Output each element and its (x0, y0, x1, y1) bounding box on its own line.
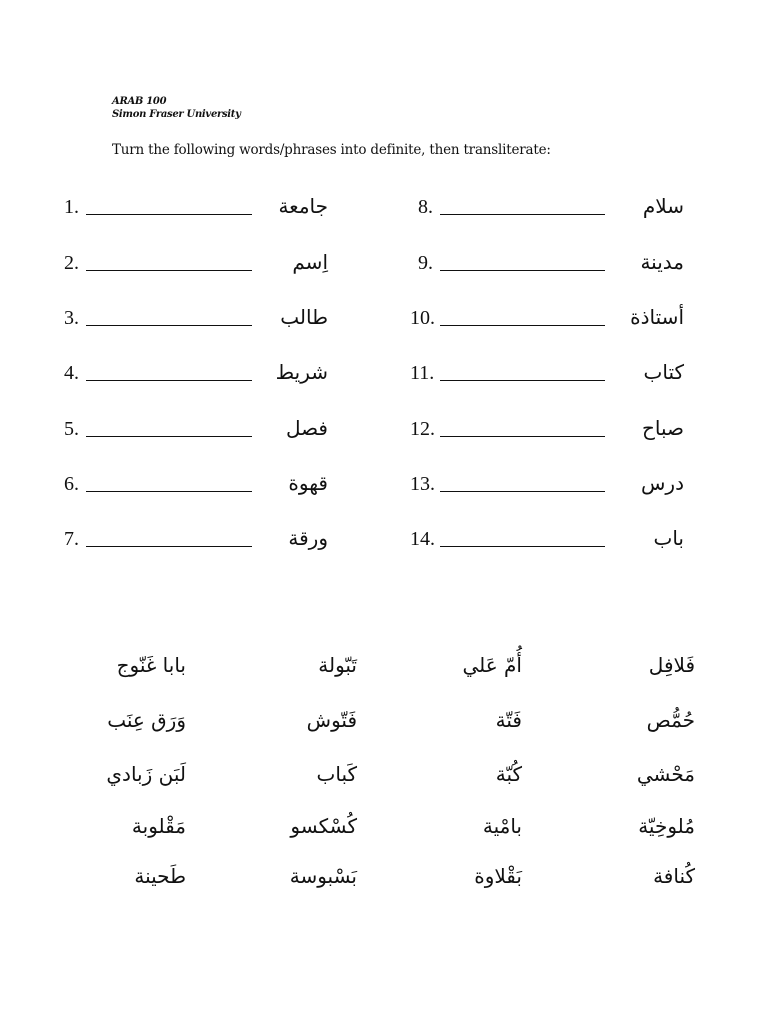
answer-blank[interactable] (440, 436, 605, 437)
dish-word: بَقْلاوة (474, 864, 522, 888)
course-code: ARAB 100 (112, 96, 167, 107)
exercise-number: 6. (64, 473, 79, 495)
answer-blank[interactable] (86, 491, 252, 492)
dish-word: بَسْبوسة (289, 864, 357, 888)
answer-blank[interactable] (440, 325, 605, 326)
exercise-number: 10. (410, 307, 435, 329)
dish-word: مُلوخِيّة (638, 814, 695, 838)
exercise-word: صباح (641, 416, 684, 440)
answer-blank[interactable] (440, 214, 605, 215)
exercise-word: مدينة (640, 250, 684, 274)
dish-word: لَبَن زَبادي (106, 762, 186, 786)
exercise-number: 13. (410, 473, 435, 495)
dish-word: بامْية (482, 814, 522, 838)
exercise-item (410, 193, 688, 223)
exercise-item (64, 249, 334, 279)
course-header (112, 95, 241, 121)
exercise-item (64, 359, 334, 389)
dish-word: كَباب (316, 762, 357, 786)
dish-word: كُسْكسو (290, 814, 357, 838)
exercise-word: فصل (285, 416, 328, 440)
exercise-number: 9. (418, 252, 433, 274)
exercise-word: اِسم (292, 250, 328, 274)
exercise-number: 5. (64, 418, 79, 440)
exercise-number: 2. (64, 252, 79, 274)
exercise-number: 12. (410, 418, 435, 440)
answer-blank[interactable] (440, 491, 605, 492)
answer-blank[interactable] (86, 380, 252, 381)
exercise-item (410, 525, 688, 555)
exercise-number: 8. (418, 196, 433, 218)
exercise-item (410, 249, 688, 279)
exercise-number: 4. (64, 362, 79, 384)
exercise-number: 11. (410, 362, 435, 384)
answer-blank[interactable] (86, 325, 252, 326)
dish-word: أُمّ عَلي (462, 653, 522, 677)
exercise-item (410, 304, 688, 334)
exercise-word: قهوة (288, 471, 328, 495)
exercise-item (64, 415, 334, 445)
exercise-item (410, 415, 688, 445)
dish-word: فَتّة (495, 708, 522, 732)
exercise-word: كتاب (643, 360, 684, 384)
exercise-item (64, 525, 334, 555)
dish-word: مَقْلوبة (131, 814, 186, 838)
exercise-item (64, 193, 334, 223)
exercise-word: سلام (642, 194, 684, 218)
exercise-word: درس (641, 471, 684, 495)
exercise-item (64, 304, 334, 334)
dish-word: فَتّوش (306, 708, 357, 732)
exercise-item (410, 470, 688, 500)
dish-word: حُمُّص (646, 708, 695, 732)
instruction-text: Turn the following words/phrases into definite, then transliterate: (112, 142, 551, 158)
answer-blank[interactable] (86, 214, 252, 215)
dish-word: طَحينة (134, 864, 186, 888)
dish-word: كُبّة (495, 762, 522, 786)
answer-blank[interactable] (440, 380, 605, 381)
exercise-word: جامعة (278, 194, 328, 218)
answer-blank[interactable] (440, 546, 605, 547)
exercise-number: 1. (64, 196, 79, 218)
exercise-word: شريط (275, 360, 328, 384)
answer-blank[interactable] (440, 270, 605, 271)
exercise-number: 3. (64, 307, 79, 329)
exercise-number: 14. (410, 528, 435, 550)
exercise-word: ورقة (288, 526, 328, 550)
dish-word: بابا غَنّوج (116, 653, 186, 677)
dish-word: وَرَق عِنَب (107, 708, 186, 732)
dish-word: تَبّولة (318, 653, 357, 677)
university-name: Simon Fraser University (112, 109, 241, 120)
exercise-word: باب (653, 526, 684, 550)
answer-blank[interactable] (86, 546, 252, 547)
exercise-item (64, 470, 334, 500)
exercise-number: 7. (64, 528, 79, 550)
answer-blank[interactable] (86, 270, 252, 271)
dish-word: مَحْشي (636, 762, 695, 786)
exercise-word: أستاذة (630, 305, 684, 329)
dish-word: كُنافة (653, 864, 695, 888)
exercise-word: طالب (280, 305, 328, 329)
dish-word: فَلافِل (648, 653, 695, 677)
answer-blank[interactable] (86, 436, 252, 437)
exercise-item (410, 359, 688, 389)
